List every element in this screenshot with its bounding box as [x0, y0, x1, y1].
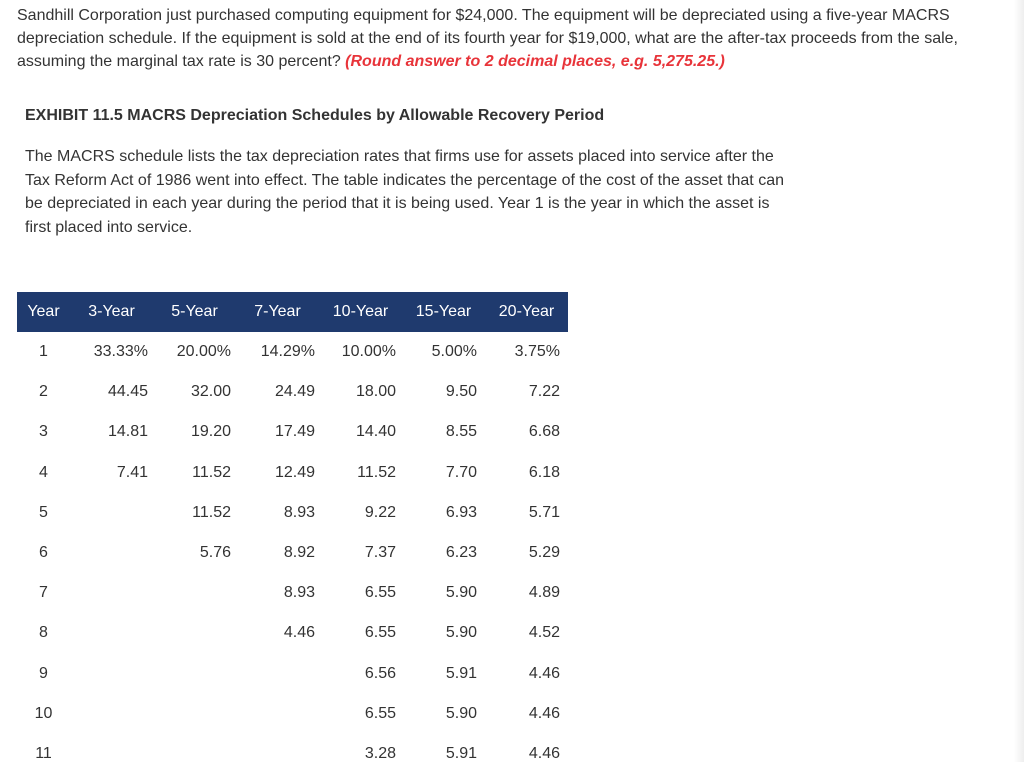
rate-cell: 14.29%	[260, 343, 315, 361]
table-body	[17, 332, 568, 774]
rate-cell	[153, 734, 236, 774]
rate-cell: 3.28	[364, 744, 396, 762]
rate-cell: 4.46	[283, 624, 315, 642]
rate-cell	[70, 533, 153, 573]
rate-cell: 33.33%	[93, 343, 148, 361]
year-cell: 8	[39, 624, 48, 642]
rate-cell: 6.55	[364, 584, 396, 602]
header-15-year: 15-Year	[402, 292, 485, 332]
year-cell: 10	[34, 704, 53, 722]
table-row	[17, 412, 568, 452]
year-cell: 3	[39, 423, 48, 441]
rate-cell: 7.22	[528, 383, 560, 401]
rate-cell: 6.55	[364, 704, 396, 722]
table-row	[17, 493, 568, 533]
rate-cell: 8.55	[445, 423, 477, 441]
header-year: Year	[17, 292, 70, 332]
rate-cell: 4.46	[528, 704, 560, 722]
year-cell: 2	[39, 383, 48, 401]
rate-cell	[70, 654, 153, 694]
rate-cell: 18.00	[355, 383, 396, 401]
rate-cell: 6.68	[528, 423, 560, 441]
table-row	[17, 372, 568, 412]
rate-cell: 5.90	[445, 704, 477, 722]
table-row	[17, 453, 568, 493]
scrollbar-edge	[1014, 0, 1024, 762]
rate-cell: 6.23	[445, 544, 477, 562]
rate-cell: 5.29	[528, 544, 560, 562]
rate-cell: 6.55	[364, 624, 396, 642]
rate-cell: 8.93	[283, 584, 315, 602]
rate-cell: 7.37	[364, 544, 396, 562]
rate-cell: 9.50	[445, 383, 477, 401]
rate-cell: 11.52	[192, 463, 231, 481]
rate-cell: 5.90	[445, 584, 477, 602]
rate-cell: 5.00%	[431, 343, 477, 361]
rate-cell	[153, 654, 236, 694]
rate-cell: 4.52	[528, 624, 560, 642]
rate-cell: 32.00	[190, 383, 231, 401]
question-body: Sandhill Corporation just purchased computing equipment for $24,000. The equipment will be depreciated using a five-year MACRS depreciation schedule. If the equipment is sold at the end of its fourth year for $19,000, what are the after-tax proceeds from the sale, assuming the marginal tax rate is 30 percent?	[17, 7, 958, 70]
rate-cell	[70, 613, 153, 653]
table-header-row	[17, 292, 568, 332]
rate-cell: 4.46	[528, 744, 560, 762]
rate-cell	[236, 654, 319, 694]
year-cell: 5	[39, 503, 48, 521]
rate-cell	[153, 694, 236, 734]
header-7-year: 7-Year	[236, 292, 319, 332]
table-row	[17, 654, 568, 694]
rate-cell: 8.92	[283, 544, 315, 562]
header-10-year: 10-Year	[319, 292, 402, 332]
year-cell: 11	[35, 744, 52, 762]
exhibit-title: EXHIBIT 11.5 MACRS Depreciation Schedules by Allowable Recovery Period	[25, 107, 605, 124]
rounding-hint: (Round answer to 2 decimal places, e.g. 5,275.25.)	[345, 53, 725, 70]
year-cell: 1	[39, 343, 48, 361]
rate-cell	[70, 493, 153, 533]
rate-cell: 5.90	[445, 624, 477, 642]
rate-cell: 17.49	[274, 423, 315, 441]
rate-cell: 5.76	[199, 544, 231, 562]
rate-cell: 12.49	[274, 463, 315, 481]
rate-cell: 5.91	[445, 744, 477, 762]
rate-cell: 44.45	[107, 383, 148, 401]
table-row	[17, 332, 568, 372]
rate-cell: 14.81	[107, 423, 148, 441]
rate-cell: 11.52	[192, 503, 231, 521]
rate-cell: 4.46	[528, 664, 560, 682]
rate-cell: 9.22	[364, 503, 396, 521]
rate-cell: 6.56	[364, 664, 396, 682]
rate-cell	[236, 694, 319, 734]
table-row	[17, 734, 568, 774]
rate-cell	[70, 734, 153, 774]
rate-cell: 10.00%	[341, 343, 396, 361]
year-cell: 9	[39, 664, 48, 682]
rate-cell	[153, 573, 236, 613]
header-3-year: 3-Year	[70, 292, 153, 332]
year-cell: 4	[39, 463, 48, 481]
rate-cell	[70, 573, 153, 613]
rate-cell	[153, 613, 236, 653]
rate-cell: 7.41	[116, 463, 148, 481]
rate-cell: 6.18	[528, 463, 560, 481]
year-cell: 7	[39, 584, 48, 602]
rate-cell: 14.40	[355, 423, 396, 441]
rate-cell: 19.20	[190, 423, 231, 441]
table-row	[17, 613, 568, 653]
rate-cell: 3.75%	[514, 343, 560, 361]
rate-cell: 7.70	[445, 463, 477, 481]
question-text	[17, 4, 1002, 73]
rate-cell: 5.71	[528, 503, 560, 521]
year-cell: 6	[39, 544, 48, 562]
rate-cell: 24.49	[274, 383, 315, 401]
rate-cell	[70, 694, 153, 734]
table-row	[17, 694, 568, 734]
header-5-year: 5-Year	[153, 292, 236, 332]
rate-cell: 5.91	[445, 664, 477, 682]
rate-cell	[236, 734, 319, 774]
rate-cell: 11.52	[357, 463, 396, 481]
rate-cell: 8.93	[283, 503, 315, 521]
macrs-table	[17, 292, 568, 774]
rate-cell: 6.93	[445, 503, 477, 521]
exhibit-description: The MACRS schedule lists the tax depreciation rates that firms use for assets placed into service after the Tax Reform Act of 1986 went into effect. The table indicates the percentage of the cost of the asset that can be depreciated in each year during the period that it is being used. Year 1 is the year in which the asset is first placed into service.	[25, 148, 784, 236]
rate-cell: 4.89	[528, 584, 560, 602]
header-20-year: 20-Year	[485, 292, 568, 332]
rate-cell: 20.00%	[176, 343, 231, 361]
table-row	[17, 573, 568, 613]
table-row	[17, 533, 568, 573]
